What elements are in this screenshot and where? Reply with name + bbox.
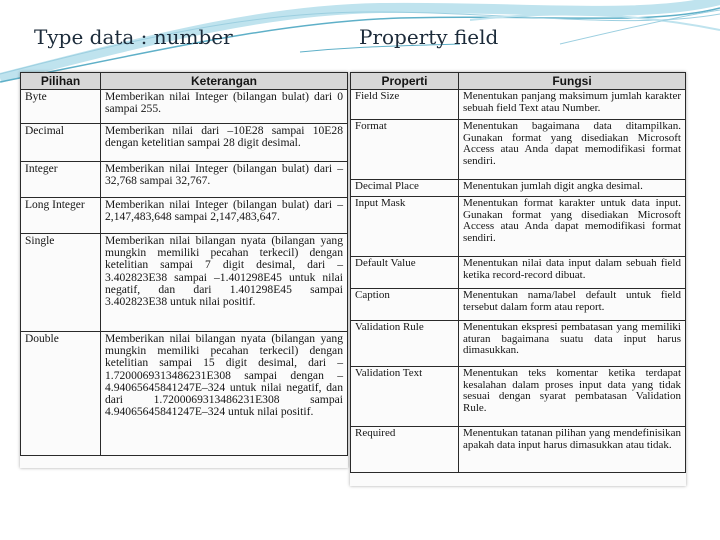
property-cell: Required: [351, 427, 459, 473]
column-header-pilihan: Pilihan: [21, 73, 101, 90]
table-row: [351, 367, 686, 427]
function-cell: Menentukan nama/label default untuk field tersebut dalam form atau report.: [459, 289, 686, 321]
option-cell: Long Integer: [21, 198, 101, 234]
property-cell: Input Mask: [351, 197, 459, 257]
function-cell: Menentukan teks komentar ketika terdapat kesalahan dalam proses input data yang tidak sesuai dengan syarat pembatasan Validation Rule.: [459, 367, 686, 427]
property-cell: Validation Rule: [351, 321, 459, 367]
option-cell: Integer: [21, 162, 101, 198]
table-row: [351, 90, 686, 120]
function-cell: Menentukan ekspresi pembatasan yang memiliki aturan bagaimana suatu data input harus dimasukkan.: [459, 321, 686, 367]
property-cell: Field Size: [351, 90, 459, 120]
column-header-keterangan: Keterangan: [101, 73, 348, 90]
column-header-properti: Properti: [351, 73, 459, 90]
function-cell: Menentukan tatanan pilihan yang mendefinisikan apakah data input harus dimasukkan atau tidak.: [459, 427, 686, 473]
option-cell: Byte: [21, 90, 101, 124]
option-cell: Double: [21, 332, 101, 456]
property-cell: Format: [351, 120, 459, 180]
field-property-table-image: [350, 72, 686, 486]
function-cell: Menentukan jumlah digit angka desimal.: [459, 180, 686, 197]
table-header-row: [21, 73, 348, 90]
number-type-table: [20, 72, 348, 456]
function-cell: Menentukan bagaimana data ditampilkan. Gunakan format yang disediakan Microsoft Access atau Anda dapat memodifikasi format sendiri.: [459, 120, 686, 180]
property-cell: Default Value: [351, 257, 459, 289]
property-cell: Validation Text: [351, 367, 459, 427]
heading-property-field: Property field: [359, 25, 499, 49]
option-cell: Single: [21, 234, 101, 332]
description-cell: Memberikan nilai Integer (bilangan bulat) dari –32,768 sampai 32,767.: [101, 162, 348, 198]
function-cell: Menentukan format karakter untuk data input. Gunakan format yang disediakan Microsoft Access atau Anda dapat memodifikasi format sendiri.: [459, 197, 686, 257]
table-row: [351, 321, 686, 367]
heading-type-data-number: Type data : number: [34, 25, 233, 49]
table-row: [351, 180, 686, 197]
table-row: [351, 197, 686, 257]
description-cell: Memberikan nilai bilangan nyata (bilangan yang mungkin memiliki pecahan terkecil) dengan ketelitian sampai 7 digit desimal, dari –3.402823E38 sampai –1.401298E45 untuk nilai negatif, dan dari 1.401298E45 sampai 3.402823E38 untuk nilai positif.: [101, 234, 348, 332]
column-header-fungsi: Fungsi: [459, 73, 686, 90]
property-cell: Caption: [351, 289, 459, 321]
table-row: [351, 257, 686, 289]
option-cell: Decimal: [21, 124, 101, 162]
table-row: [21, 90, 348, 124]
description-cell: Memberikan nilai dari –10E28 sampai 10E28 dengan ketelitian sampai 28 digit desimal.: [101, 124, 348, 162]
table-row: [21, 332, 348, 456]
table-row: [21, 162, 348, 198]
number-type-table-image: [20, 72, 348, 468]
table-row: [351, 427, 686, 473]
field-property-table: [350, 72, 686, 473]
table-row: [351, 289, 686, 321]
property-cell: Decimal Place: [351, 180, 459, 197]
description-cell: Memberikan nilai Integer (bilangan bulat) dari –2,147,483,648 sampai 2,147,483,647.: [101, 198, 348, 234]
table-row: [21, 124, 348, 162]
table-header-row: [351, 73, 686, 90]
function-cell: Menentukan panjang maksimum jumlah karakter sebuah field Text atau Number.: [459, 90, 686, 120]
description-cell: Memberikan nilai bilangan nyata (bilangan yang mungkin memiliki pecahan terkecil) dengan ketelitian sampai 15 digit desimal, dari –1.7200069313486231E308 sampai dengan –4.94065645841247E–324 untuk nilai negatif, dan dari 1.7200069313486231E308 sampai 4.94065645841247E–324 untuk nilai positif.: [101, 332, 348, 456]
function-cell: Menentukan nilai data input dalam sebuah field ketika record-record dibuat.: [459, 257, 686, 289]
table-row: [351, 120, 686, 180]
table-row: [21, 234, 348, 332]
description-cell: Memberikan nilai Integer (bilangan bulat) dari 0 sampai 255.: [101, 90, 348, 124]
table-row: [21, 198, 348, 234]
